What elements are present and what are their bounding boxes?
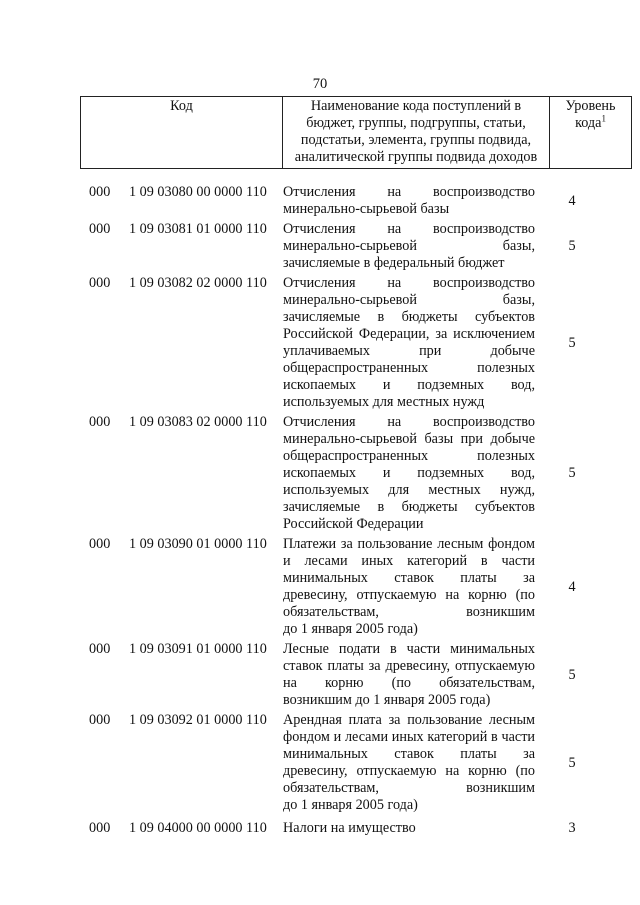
revenue-name-line: используемых для местных нужд [283,394,485,410]
page-number: 70 [312,76,328,92]
table-row [0,184,640,218]
revenue-name-line: зачисляемые в бюджеты субъектов [283,499,535,515]
revenue-name-line: зачисляемые в бюджеты субъектов [283,309,535,325]
revenue-name-line: обязательствам, возникшим [283,604,535,620]
revenue-name-line: Налоги на имущество [283,820,416,836]
table-row [0,275,640,411]
revenue-name-line: обязательствам, возникшим [283,780,535,796]
revenue-name-line: Отчисления на воспроизводство [283,221,535,237]
column-header-table [80,96,632,169]
admin-code: 000 [89,275,111,291]
header-name-label: Наименование кода поступлений в бюджет, группы, подгруппы, статьи, подстатьи, элемента, группы подвида, аналитической группы подвида доходов [294,98,538,165]
revenue-name-line: возникшим до 1 января 2005 года) [283,692,491,708]
revenue-name-line: Лесные подати в части минимальных [283,641,535,657]
revenue-name-line: Арендная плата за пользование лесным [283,712,535,728]
revenue-name [283,641,535,709]
revenue-name-line: Отчисления на воспроизводство [283,184,535,200]
header-level-label: Уровень кода [565,98,616,131]
code-level: 5 [568,666,576,683]
revenue-name [283,820,535,837]
revenue-name-line: используемых для местных нужд, [283,482,535,498]
revenue-name-line: ископаемых и подземных вод, [283,465,535,481]
code-level: 4 [568,578,576,595]
revenue-name-line: Российской Федерации [283,516,424,532]
revenue-name [283,712,535,814]
code-level: 5 [568,238,576,254]
revenue-name [283,221,535,272]
admin-code: 000 [89,712,111,728]
table-row [0,414,640,533]
revenue-name-line: до 1 января 2005 года) [283,797,418,813]
revenue-name-line: древесину, отпускаемую на корню (по [283,763,535,779]
revenue-code: 1 09 03091 01 0000 110 [129,641,267,657]
revenue-name [283,184,535,218]
revenue-code: 1 09 04000 00 0000 110 [129,820,267,836]
revenue-name-line: общераспространенных полезных [283,448,535,464]
code-level: 5 [568,465,576,481]
revenue-name-line: на корню (по обязательствам, [283,675,535,691]
revenue-name-line: и лесами иных категорий в части [283,553,535,569]
admin-code: 000 [89,221,111,237]
code-rows [0,184,640,837]
header-level-cell [550,97,632,169]
admin-code: 000 [89,536,111,552]
revenue-name-line: Отчисления на воспроизводство [283,275,535,291]
revenue-code: 1 09 03092 01 0000 110 [129,712,267,728]
code-level: 5 [568,754,576,771]
header-code-cell [81,97,283,169]
header-code-label: Код [170,98,193,114]
revenue-name-line: общераспространенных полезных [283,360,535,376]
table-row [0,641,640,709]
table-row [0,820,640,837]
revenue-name-line: Платежи за пользование лесным фондом [283,536,535,552]
admin-code: 000 [89,820,111,836]
revenue-name-line: до 1 января 2005 года) [283,621,418,637]
revenue-code: 1 09 03081 01 0000 110 [129,221,267,237]
revenue-name [283,536,535,638]
revenue-name-line: минерально-сырьевой базы, [283,292,535,308]
revenue-name-line: минерально-сырьевой базы при добыче [283,431,535,447]
admin-code: 000 [89,641,111,657]
revenue-name-line: фондом и лесами иных категорий в части [283,729,535,745]
revenue-code: 1 09 03083 02 0000 110 [129,414,267,430]
header-name-cell [283,97,550,169]
revenue-name-line: минерально-сырьевой базы, [283,238,535,254]
revenue-name-line: минимальных ставок платы за [283,746,535,762]
revenue-name-line: Отчисления на воспроизводство [283,414,535,430]
code-level: 4 [568,192,576,209]
revenue-code: 1 09 03090 01 0000 110 [129,536,267,552]
revenue-name-line: ставок платы за древесину, отпускаемую [283,658,535,674]
admin-code: 000 [89,184,111,200]
code-level: 5 [568,334,576,351]
revenue-name-line: Российской Федерации, за исключением [283,326,535,342]
revenue-name [283,275,535,411]
revenue-name-line: уплачиваемых при добыче [283,343,535,359]
code-level: 3 [568,820,576,836]
table-row [0,536,640,638]
revenue-name-line: древесину, отпускаемую на корню (по [283,587,535,603]
admin-code: 000 [89,414,111,430]
table-row [0,712,640,814]
table-row [0,221,640,272]
revenue-name [283,414,535,533]
header-level-footnote: 1 [601,113,606,124]
revenue-code: 1 09 03080 00 0000 110 [129,184,267,200]
revenue-name-line: минерально-сырьевой базы [283,201,450,217]
revenue-code: 1 09 03082 02 0000 110 [129,275,267,291]
revenue-name-line: зачисляемые в федеральный бюджет [283,255,505,271]
revenue-name-line: ископаемых и подземных вод, [283,377,535,393]
revenue-name-line: минимальных ставок платы за [283,570,535,586]
